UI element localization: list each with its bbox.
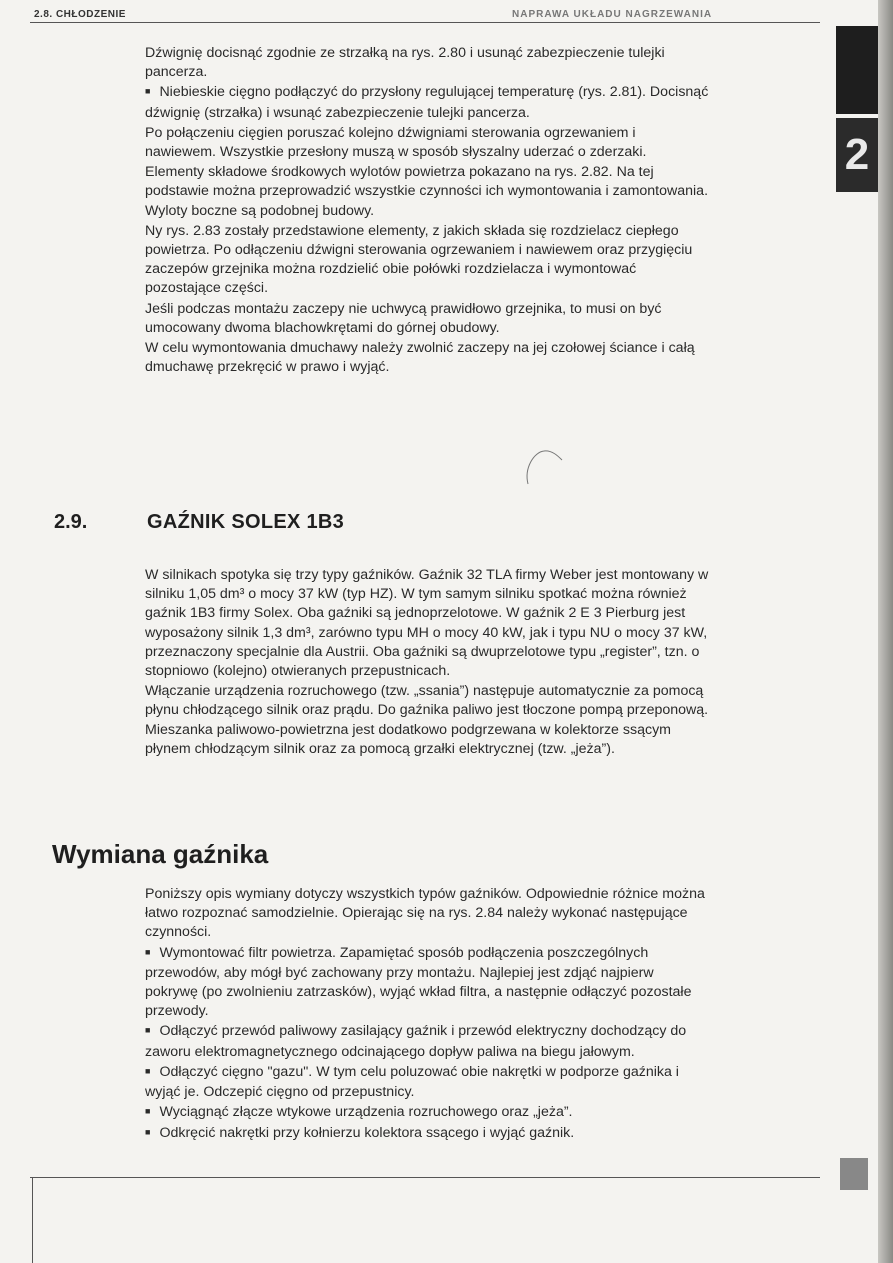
paragraph: Dźwignię docisnąć zgodnie ze strzałką na rys. 2.80 i usunąć zabezpieczenie tulejki pancerza. <box>145 45 665 81</box>
chapter-tab-number: 2 <box>836 118 878 192</box>
bullet-paragraph: ■ Niebieskie cięgno podłączyć do przysłony regulującej temperaturę (rys. 2.81). Docisnąć dźwignię (strzałka) i wsunąć zabezpieczenie tulejki pancerza. <box>145 83 710 122</box>
chapter-tab-lower <box>840 1158 868 1190</box>
bullet-paragraph: ■ Odkręcić nakrętki przy kołnierzu kolektora ssącego i wyjąć gaźnik. <box>145 1124 710 1144</box>
text-block-top <box>145 44 710 378</box>
bullet-paragraph: ■ Wyciągnąć złącze wtykowe urządzenia rozruchowego oraz „jeża”. <box>145 1103 710 1123</box>
text-block-replacement <box>145 885 710 1146</box>
paragraph: W celu wymontowania dmuchawy należy zwolnić zaczepy na jej czołowej ściance i całą dmuchawę przekręcić w prawo i wyjąć. <box>145 340 695 376</box>
paragraph: Po połączeniu cięgien poruszać kolejno dźwigniami sterowania ogrzewaniem i nawiewem. Wszystkie przesłony muszą w sposób słyszalny uderzać o zderzaki. <box>145 124 647 161</box>
bullet-paragraph: ■ Odłączyć cięgno "gazu". W tym celu poluzować obie nakrętki w podporze gaźnika i wyjąć je. Odczepić cięgno od przepustnicy. <box>145 1063 710 1102</box>
paragraph: Jeśli podczas montażu zaczepy nie uchwycą prawidłowo grzejnika, to musi on być umocowany dwoma blachowkrętami do górnej obudowy. <box>145 300 662 336</box>
header-section-label: 2.8. CHŁODZENIE <box>34 9 126 20</box>
page-edge-shadow <box>878 0 893 1263</box>
header-running-title: NAPRAWA UKŁADU NAGRZEWANIA <box>512 9 713 20</box>
chapter-tab-upper <box>836 26 878 114</box>
paragraph: Ny rys. 2.83 zostały przedstawione elementy, z jakich składa się rozdzielacz ciepłego powietrza. Po odłączeniu dźwigni sterowania ogrzewaniem i nawiewem oraz przygięciu zaczepów grzejnika można rozdzielić obie połówki rozdzielacza i wymontować pozostające części. <box>145 222 693 297</box>
footer-rule <box>30 1177 820 1178</box>
paragraph: Poniższy opis wymiany dotyczy wszystkich typów gaźników. Odpowiednie różnice można łatwo rozpoznać samodzielnie. Opierając się na rys. 2.84 należy wykonać następujące czynności. <box>145 886 705 941</box>
margin-line <box>32 1178 33 1263</box>
bullet-paragraph: ■ Odłączyć przewód paliwowy zasilający gaźnik i przewód elektryczny dochodzący do zaworu elektromagnetycznego odcinającego dopływ paliwa na biegu jałowym. <box>145 1022 710 1061</box>
section-title: GAŹNIK SOLEX 1B3 <box>147 511 345 533</box>
pen-mark <box>522 448 572 488</box>
header-rule <box>30 22 820 23</box>
paragraph: W silnikach spotyka się trzy typy gaźników. Gaźnik 32 TLA firmy Weber jest montowany w silniku 1,05 dm³ o mocy 37 kW (typ HZ). W tym samym silniku spotkać można również gaźnik 1B3 firmy Solex. Oba gaźniki są jednoprzelotowe. W gaźnik 2 E 3 Pierburg jest wyposażony silnik 1,3 dm³, zarówno typu MH o mocy 40 kW, jak i typu NU o mocy 37 kW, przeznaczony specjalnie dla Austrii. Oba gaźniki są dwuprzelotowe typu „register”, tzn. o stopniowo (kolejno) otwieranych przepustnicach. <box>145 567 709 680</box>
bullet-paragraph: ■ Wymontować filtr powietrza. Zapamiętać sposób podłączenia poszczególnych przewodów, aby mógł być zachowany przy montażu. Najlepiej jest zdjąć najpierw pokrywę (po zwolnieniu zatrzasków), wyjąć wkład filtra, a następnie odłączyć pozostałe przewody. <box>145 944 710 1022</box>
text-block-section-29 <box>145 566 710 760</box>
paragraph: Elementy składowe środkowych wylotów powietrza pokazano na rys. 2.82. Na tej podstawie można przeprowadzić wszystkie czynności ich wymontowania i zamontowania. Wyloty boczne są podobnej budowy. <box>145 164 709 219</box>
paragraph: Włączanie urządzenia rozruchowego (tzw. „ssania”) następuje automatycznie za pomocą płynu chłodzącego silnik oraz prądu. Do gaźnika paliwo jest tłoczone pompą przeponową. Mieszanka paliwowo-powietrzna jest dodatkowo podgrzewana w kolektorze ssącym płynem chłodzącym silnik oraz za pomocą grzałki elektrycznej (tzw. „jeża”). <box>145 683 709 757</box>
section-number: 2.9. <box>54 511 88 533</box>
subsection-heading: Wymiana gaźnika <box>52 839 269 869</box>
